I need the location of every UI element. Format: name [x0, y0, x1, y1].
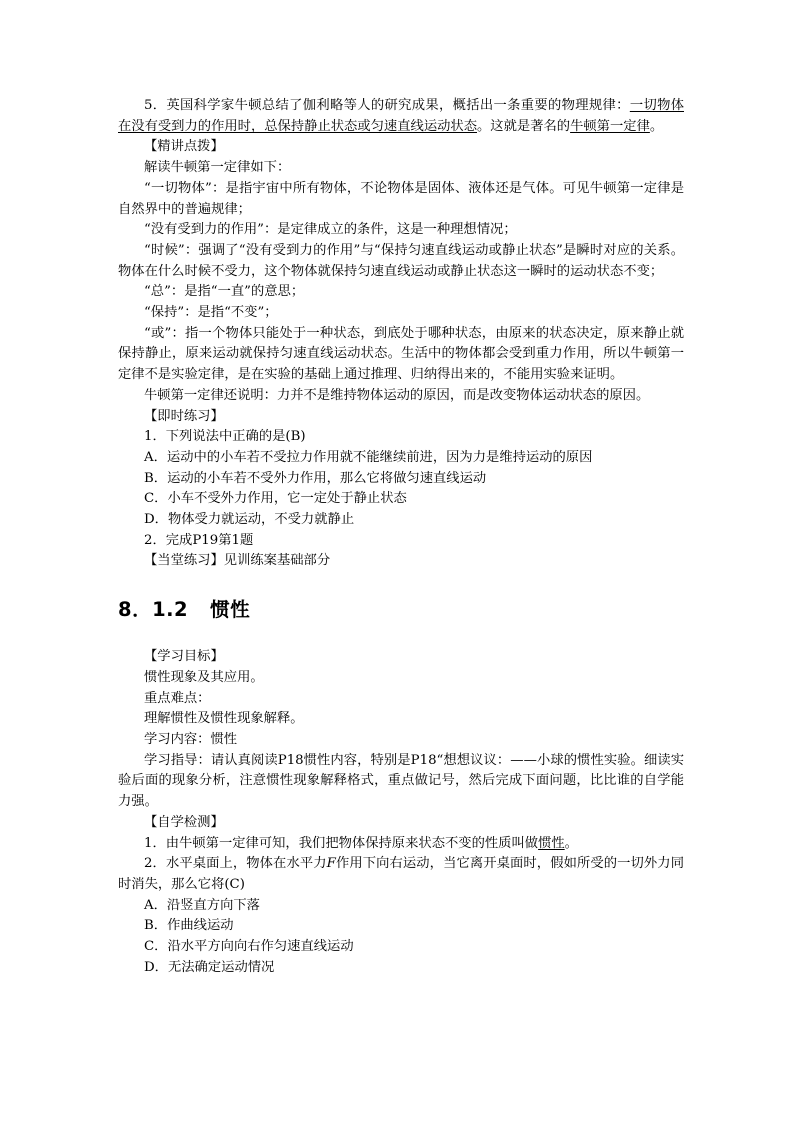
section-title-jingjiang: 【精讲点拨】: [144, 139, 224, 155]
section-title: 惯性: [210, 598, 251, 622]
self-check-2-stem: [118, 854, 684, 895]
underlined-law-statement: 一切物体在没有受到力的作用时，总保持静止状态或匀速直线运动状态: [118, 98, 684, 134]
interpret-intro: 解读牛顿第一定律如下：: [144, 160, 291, 176]
section-title-jishi: 【即时练习】: [144, 408, 224, 424]
question-1-option-a: A．运动中的小车若不受拉力作用就不能继续前进，因为力是维持运动的原因: [144, 449, 593, 465]
law-also-explains: 牛顿第一定律还说明：力并不是维持物体运动的原因，而是改变物体运动状态的原因。: [144, 387, 650, 403]
self-check-1: [118, 834, 684, 855]
self-check-2-text-after: 作用下向右运动，当它离开桌面时，假如所受的一切外力同时消失，那么它将(C): [118, 856, 684, 892]
interpretation-item: “总”：是指“一直”的意思；: [144, 284, 305, 300]
in-class-practice-text: 见训练案基础部分: [223, 553, 331, 569]
self-check-2-option-a: A．沿竖直方向下落: [144, 897, 260, 913]
learning-guide: 学习指导：请认真阅读P18惯性内容，特别是P18“想想议议：——小球的惯性实验。细读实验后面的现象分析，注意惯性现象解释格式，重点做记号，然后完成下面问题，比比谁的自学能力强。: [118, 752, 684, 810]
question-2: 2．完成P19第1题: [144, 532, 254, 548]
self-check-2-text-before: 2．水平桌面上，物体在水平力: [144, 856, 327, 872]
paragraph-newton-first-law: [118, 96, 684, 137]
force-variable: F: [326, 856, 336, 872]
document-page: [118, 96, 684, 978]
question-1-option-b: B．运动的小车若不受外力作用，那么它将做匀速直线运动: [144, 470, 487, 486]
interpretation-item: “一切物体”：是指宇宙中所有物体，不论物体是固体、液体还是气体。可见牛顿第一定律是自然界中的普遍规律；: [118, 180, 684, 217]
in-class-practice: [118, 551, 684, 572]
self-check-1-answer: 惯性: [538, 835, 565, 851]
key-points-text: 理解惯性及惯性现象解释。: [144, 711, 304, 727]
text-p5-mid: 。这就是著名的: [477, 118, 571, 134]
learning-goal-text: 惯性现象及其应用。: [144, 669, 264, 685]
self-check-2-option-b: B．作曲线运动: [144, 918, 234, 934]
section-heading: [118, 598, 684, 622]
key-points-title: 重点难点：: [144, 690, 211, 706]
interpretation-item: “时候”：强调了“没有受到力的作用”与“保持匀速直线运动或静止状态”是瞬时对应的关系。物体在什么时候不受力，这个物体就保持匀速直线运动或静止状态这一瞬时的运动状态不变；: [118, 242, 684, 279]
text-p5-prefix: 5．英国科学家牛顿总结了伽利略等人的研究成果，概括出一条重要的物理规律：: [144, 98, 630, 113]
text-p5-end: 。: [649, 118, 664, 134]
question-1-option-d: D．物体受力就运动，不受力就静止: [144, 512, 355, 528]
underlined-law-name: 牛顿第一定律: [570, 118, 650, 134]
interpretation-item: “或”：指一个物体只能处于一种状态，到底处于哪种状态，由原来的状态决定，原来静止就保持静止，原来运动就保持匀速直线运动状态。生活中的物体都会受到重力作用，所以牛顿第一定律不是实验定律，是在实验的基础上通过推理、归纳得出来的，不能用实验来证明。: [118, 325, 684, 383]
interpretation-item: “没有受到力的作用”：是定律成立的条件，这是一种理想情况；: [144, 222, 517, 238]
section-title-dangtang: 【当堂练习】: [144, 553, 224, 569]
learning-goal-title: 【学习目标】: [144, 649, 224, 665]
self-check-2-option-c: C．沿水平方向向右作匀速直线运动: [144, 939, 354, 955]
question-1-option-c: C．小车不受外力作用，它一定处于静止状态: [144, 491, 407, 507]
self-check-title: 【自学检测】: [144, 814, 224, 830]
self-check-1-end: 。: [564, 835, 578, 851]
self-check-1-text: 1．由牛顿第一定律可知，我们把物体保持原来状态不变的性质叫做: [144, 835, 539, 851]
question-1-stem: 1．下列说法中正确的是(B): [144, 429, 306, 445]
interpretation-item: “保持”：是指“不变”；: [144, 305, 278, 321]
section-number: 8．1.2: [118, 598, 189, 622]
learning-content: 学习内容：惯性: [144, 731, 238, 747]
self-check-2-option-d: D．无法确定运动情况: [144, 959, 275, 975]
